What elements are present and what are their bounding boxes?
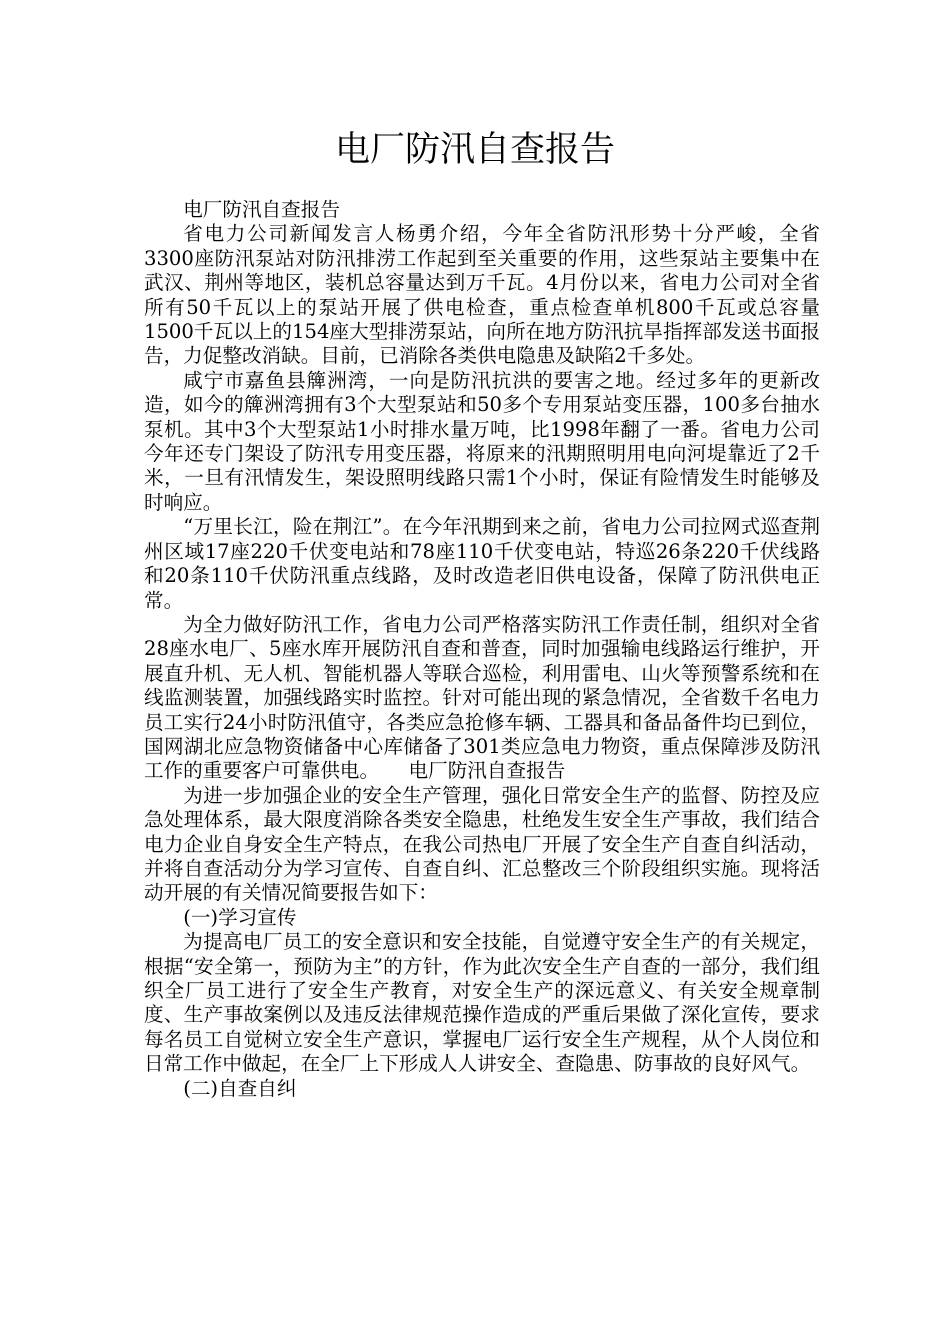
document-title: 电厂防汛自查报告	[334, 130, 615, 170]
paragraph: 为提高电厂员工的安全意识和安全技能，自觉遵守安全生产的有关规定，根据“安全第一，预防为主”的方针，作为此次安全生产自查的一部分，我们组织全厂员工进行了安全生产教育，对安全生产的深远意义、有关安全规章制度、生产事故案例以及违反法律规范操作造成的严重后果做了深化宣传，要求每名员工自觉树立安全生产意识，掌握电厂运行安全生产规程，从个人岗位和日常工作中做起，在全厂上下形成人人讲安全、查隐患、防事故的良好风气。	[144, 930, 820, 1076]
paragraph: 咸宁市嘉鱼县簰洲湾，一向是防汛抗洪的要害之地。经过多年的更新改造，如今的簰洲湾拥有3个大型泵站和50多个专用泵站变压器，100多台抽水泵机。其中3个大型泵站1小时排水量万吨，比1998年翻了一番。省电力公司今年还专门架设了防汛专用变压器，将原来的汛期照明用电向河堤靠近了2千米，一旦有汛情发生，架设照明线路只需1个小时，保证有险情发生时能够及时响应。	[144, 368, 820, 514]
paragraph: 为进一步加强企业的安全生产管理，强化日常安全生产的监督、防控及应急处理体系，最大限度消除各类安全隐患，杜绝发生安全生产事故，我们结合电力企业自身安全生产特点，在我公司热电厂开展了安全生产自查自纠活动，并将自查活动分为学习宣传、自查自纠、汇总整改三个阶段组织实施。现将活动开展的有关情况简要报告如下：	[144, 783, 820, 905]
section-heading: (一)学习宣传	[183, 905, 297, 929]
section-heading: (二)自查自纠	[183, 1076, 297, 1100]
paragraph-subtitle: 电厂防汛自查报告	[183, 198, 340, 221]
paragraph: 为全力做好防汛工作，省电力公司严格落实防汛工作责任制，组织对全省28座水电厂、5座水库开展防汛自查和普查，同时加强输电线路运行维护，开展直升机、无人机、智能机器人等联合巡检，利用雷电、山火等预警系统和在线监测装置，加强线路实时监控。针对可能出现的紧急情况，全省数千名电力员工实行24小时防汛值守，各类应急抢修车辆、工器具和备品备件均已到位，国网湖北应急物资储备中心库储备了301类应急电力物资，重点保障涉及防汛工作的重要客户可靠供电。 电厂防汛自查报告	[144, 612, 820, 783]
paragraph: 省电力公司新闻发言人杨勇介绍，今年全省防汛形势十分严峻，全省3300座防汛泵站对防汛排涝工作起到至关重要的作用，这些泵站主要集中在武汉、荆州等地区，装机总容量达到万千瓦。4月份以来，省电力公司对全省所有50千瓦以上的泵站开展了供电检查，重点检查单机800千瓦或总容量1500千瓦以上的154座大型排涝泵站，向所在地方防汛抗旱指挥部发送书面报告，力促整改消缺。目前，已消除各类供电隐患及缺陷2千多处。	[144, 222, 820, 368]
paragraph: “万里长江，险在荆江”。在今年汛期到来之前，省电力公司拉网式巡查荆州区域17座220千伏变电站和78座110千伏变电站，特巡26条220千伏线路和20条110千伏防汛重点线路，及时改造老旧供电设备，保障了防汛供电正常。	[144, 515, 820, 612]
document-body	[144, 198, 820, 1101]
